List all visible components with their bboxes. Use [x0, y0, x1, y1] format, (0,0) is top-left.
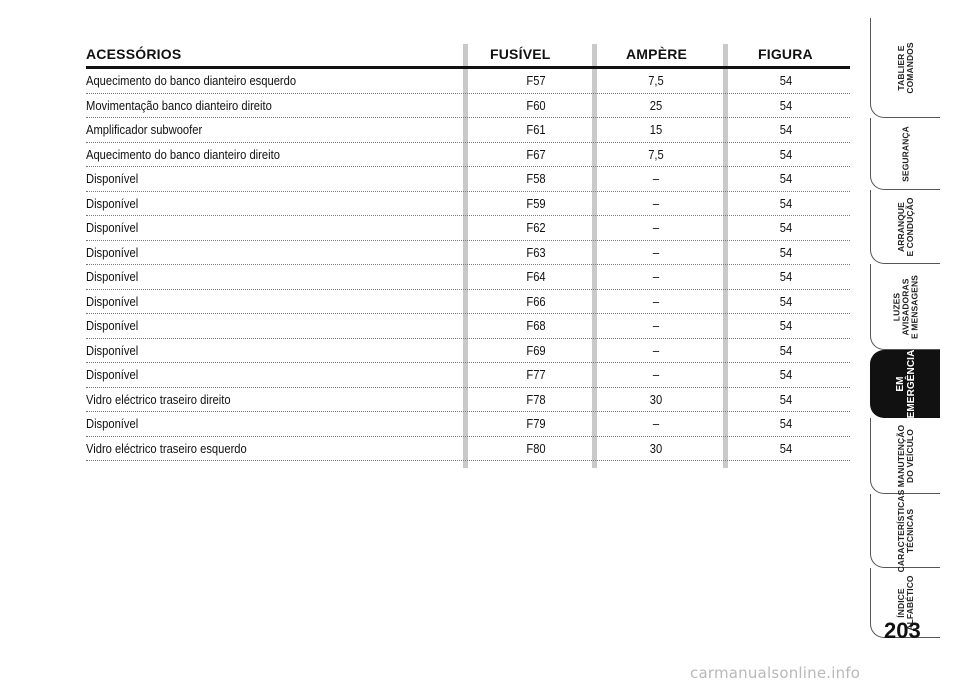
table-row	[86, 143, 850, 168]
fuse-id: F68	[526, 318, 546, 333]
table-row	[86, 216, 850, 241]
fuse-id: F69	[526, 342, 546, 358]
fuse-id: F57	[526, 73, 546, 88]
table-row	[86, 192, 850, 217]
figure-ref: 54	[779, 97, 793, 113]
tab-maintenance[interactable]	[870, 418, 940, 494]
ampere-value: 30	[649, 440, 663, 456]
accessory-name: Disponível	[86, 293, 139, 309]
watermark: carmanualsonline.info	[690, 664, 861, 682]
figure-ref: 54	[779, 171, 793, 186]
chapter-tabs	[870, 18, 960, 692]
fuse-id: F59	[526, 195, 546, 211]
table-header	[86, 44, 850, 66]
accessory-name: Disponível	[86, 171, 139, 186]
figure-ref: 54	[779, 318, 793, 333]
figure-ref: 54	[779, 146, 793, 162]
ampere-value: –	[652, 269, 660, 284]
ampere-value: –	[652, 220, 660, 235]
tab-label	[901, 126, 910, 182]
fuse-id: F79	[526, 416, 546, 431]
tab-label-line: CARACTERÍSTICAS	[895, 489, 906, 572]
table-row	[86, 69, 850, 94]
tab-label-line: EMERGÊNCIA	[905, 349, 917, 418]
page-number: 203	[884, 618, 921, 643]
ampere-value: 7,5	[648, 73, 664, 88]
ampere-value: –	[652, 367, 660, 382]
tab-label-line: AVISADORAS	[900, 277, 910, 336]
accessory-name: Disponível	[86, 244, 139, 260]
ampere-value: –	[652, 195, 660, 211]
figure-ref: 54	[779, 195, 793, 211]
tab-label-line: E MENSAGENS	[909, 274, 919, 339]
tab-label-line: E CONDUÇÃO	[904, 196, 915, 257]
figure-ref: 54	[779, 122, 793, 137]
accessory-name: Amplificador subwoofer	[86, 122, 203, 137]
tab-label-line: ÍNDICE	[895, 587, 906, 618]
tab-emergency[interactable]	[870, 350, 940, 418]
tab-label	[897, 42, 915, 93]
accessory-name: Vidro eléctrico traseiro direito	[86, 391, 231, 407]
fuse-id: F60	[526, 97, 546, 113]
tab-dashboard-controls[interactable]	[870, 18, 940, 118]
tab-label	[892, 275, 919, 339]
table-row	[86, 241, 850, 266]
tab-label-line: MANUTENÇÃO	[895, 424, 906, 487]
figure-ref: 54	[779, 391, 793, 407]
accessory-name: Disponível	[86, 195, 139, 211]
ampere-value: 30	[649, 391, 663, 407]
header-accessories: ACESSÓRIOS	[86, 46, 182, 62]
table-row	[86, 167, 850, 192]
table-row	[86, 118, 850, 143]
accessory-name: Disponível	[86, 220, 139, 235]
fuse-id: F77	[526, 367, 546, 382]
accessory-name: Disponível	[86, 342, 139, 358]
ampere-value: –	[652, 416, 660, 431]
table-row	[86, 265, 850, 290]
figure-ref: 54	[779, 367, 793, 382]
tab-label	[897, 489, 915, 572]
table-row	[86, 339, 850, 364]
fuse-id: F66	[526, 293, 546, 309]
fuse-id: F63	[526, 244, 546, 260]
tab-label-line: ALFABÉTICO	[904, 574, 915, 631]
table-row	[86, 290, 850, 315]
header-figure: FIGURA	[758, 46, 813, 62]
accessory-name: Disponível	[86, 367, 139, 382]
tab-label-line: ARRANQUE	[895, 201, 906, 252]
tab-label-line: EM	[894, 375, 906, 392]
tab-lights-warnings[interactable]	[870, 264, 940, 350]
tab-label-line: TABLIER E	[895, 44, 906, 91]
header-ampere: AMPÈRE	[626, 46, 688, 62]
accessory-name: Disponível	[86, 269, 139, 284]
ampere-value: –	[652, 293, 660, 309]
fuse-id: F61	[526, 122, 546, 137]
accessory-name: Disponível	[86, 318, 139, 333]
fuse-id: F58	[526, 171, 546, 186]
figure-ref: 54	[779, 416, 793, 431]
accessory-name: Aquecimento do banco dianteiro direito	[86, 146, 280, 162]
tab-label-line: COMANDOS	[904, 41, 915, 94]
tab-safety[interactable]	[870, 118, 940, 190]
ampere-value: –	[652, 318, 660, 333]
tab-label-line: SEGURANÇA	[900, 125, 910, 182]
header-fuse: FUSÍVEL	[490, 46, 551, 62]
accessory-name: Disponível	[86, 416, 139, 431]
fuse-id: F64	[526, 269, 546, 284]
tab-label	[897, 197, 915, 256]
accessory-name: Aquecimento do banco dianteiro esquerdo	[86, 73, 297, 88]
accessory-name: Movimentação banco dianteiro direito	[86, 97, 272, 113]
figure-ref: 54	[779, 440, 793, 456]
accessory-name: Vidro eléctrico traseiro esquerdo	[86, 440, 247, 456]
figure-ref: 54	[779, 220, 793, 235]
table-row	[86, 314, 850, 339]
table-row	[86, 437, 850, 462]
figure-ref: 54	[779, 293, 793, 309]
table-row	[86, 94, 850, 119]
figure-ref: 54	[779, 73, 793, 88]
tab-starting-driving[interactable]	[870, 190, 940, 264]
table-row	[86, 363, 850, 388]
ampere-value: –	[652, 244, 660, 260]
ampere-value: 25	[649, 97, 663, 113]
figure-ref: 54	[779, 342, 793, 358]
tab-label-line: LUZES	[891, 292, 901, 321]
tab-label	[897, 424, 915, 486]
ampere-value: –	[652, 342, 660, 358]
ampere-value: 7,5	[648, 146, 664, 162]
tab-label	[895, 349, 917, 418]
fuse-id: F62	[526, 220, 546, 235]
tab-label-line: DO VEÍCULO	[904, 428, 915, 483]
ampere-value: –	[652, 171, 660, 186]
fuse-id: F78	[526, 391, 546, 407]
table-row	[86, 388, 850, 413]
tab-technical-specs[interactable]	[870, 489, 940, 572]
fuse-id: F67	[526, 146, 546, 162]
ampere-value: 15	[649, 122, 663, 137]
tab-label-line: TÉCNICAS	[904, 508, 915, 553]
fuse-id: F80	[526, 440, 546, 456]
table-body	[86, 69, 850, 461]
figure-ref: 54	[779, 244, 793, 260]
fuse-table	[86, 44, 850, 461]
figure-ref: 54	[779, 269, 793, 284]
table-row	[86, 412, 850, 437]
